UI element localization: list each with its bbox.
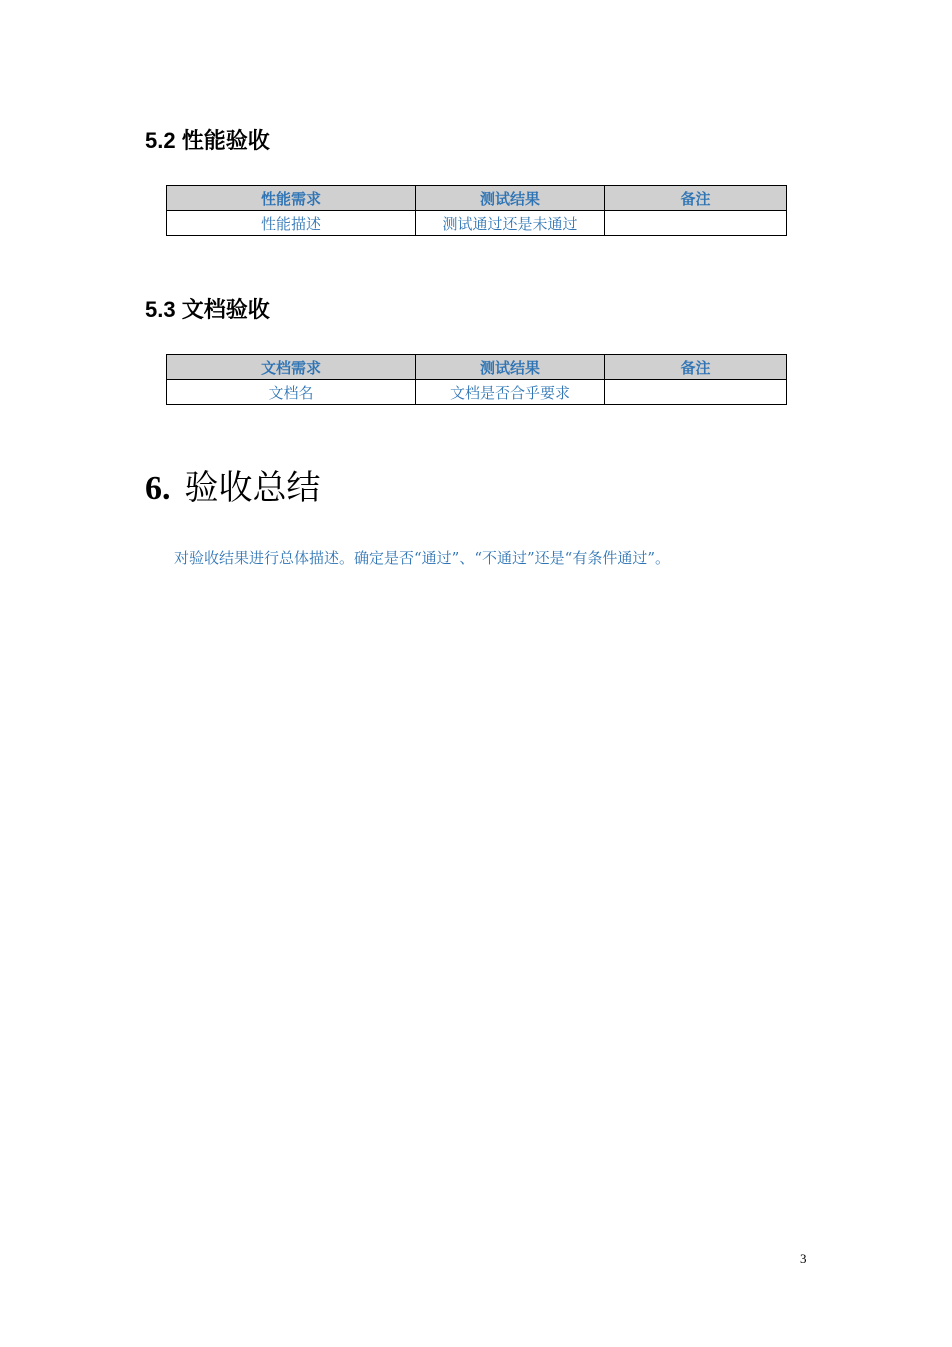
section-title: 性能验收 [181, 128, 270, 153]
cell-remarks [605, 380, 787, 405]
table-row [167, 380, 787, 405]
performance-acceptance-table [166, 185, 787, 236]
header-document-requirement: 文档需求 [167, 355, 416, 380]
cell-test-result: 文档是否合乎要求 [416, 380, 605, 405]
section-title: 验收总结 [184, 470, 321, 507]
header-remarks: 备注 [605, 355, 787, 380]
cell-test-result: 测试通过还是未通过 [416, 211, 605, 236]
cell-remarks [605, 211, 787, 236]
section-heading-5-2 [145, 127, 270, 155]
page-number: 3 [800, 1251, 807, 1266]
header-test-result: 测试结果 [416, 355, 605, 380]
section-number: 5.3 [145, 297, 176, 322]
section-heading-5-3 [145, 296, 270, 324]
table-header-row [167, 355, 787, 380]
table-row [167, 211, 787, 236]
header-performance-requirement: 性能需求 [167, 186, 416, 211]
document-acceptance-table [166, 354, 787, 405]
section-title: 文档验收 [181, 297, 270, 322]
header-remarks: 备注 [605, 186, 787, 211]
section-heading-6 [145, 467, 321, 511]
summary-paragraph: 对验收结果进行总体描述。确定是否“通过”、“不通过”还是“有条件通过”。 [174, 549, 671, 567]
table-header-row [167, 186, 787, 211]
cell-performance-description: 性能描述 [167, 211, 416, 236]
header-test-result: 测试结果 [416, 186, 605, 211]
section-number: 5.2 [145, 128, 176, 153]
cell-document-name: 文档名 [167, 380, 416, 405]
section-number: 6. [145, 470, 171, 507]
